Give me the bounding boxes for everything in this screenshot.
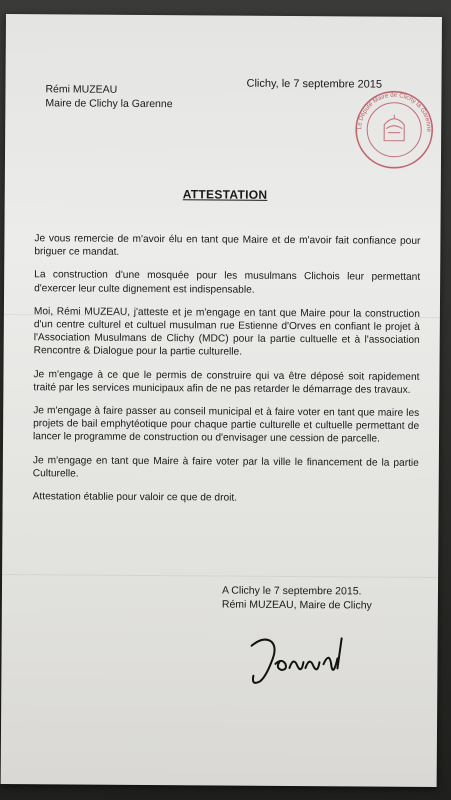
official-stamp bbox=[353, 88, 436, 171]
sender-name: Rémi MUZEAU bbox=[45, 83, 118, 96]
paragraph: Je m'engage à faire passer au conseil municipal et à faire voter en tant que maire les projets de bail emphytéotique pour chaque partie culturelle et cultuelle permettant de lancer le programme de construction ou d'envisager une cession de parcelle. bbox=[33, 405, 420, 446]
paper-fold bbox=[2, 574, 438, 578]
paragraph: Je m'engage à ce que le permis de construire qui va être déposé soit rapidement traité par les services municipaux afin de ne pas retarder le démarrage des travaux. bbox=[33, 368, 420, 396]
closing-block bbox=[222, 584, 372, 613]
paragraph: Moi, Rémi MUZEAU, j'atteste et je m'engage en tant que Maire pour la construction d'un centre culturel et cultuel musulman rue Estienne d'Orves en confiant le projet à l'Association Musulmans de Clichy (MDC) pour la partie cultuelle et à l'association Rencontre & Dialogue pour la partie culturelle. bbox=[33, 306, 420, 359]
paragraph: Je m'engage en tant que Maire à faire voter par la ville le financement de la partie Culturelle. bbox=[32, 454, 419, 480]
handwritten-signature bbox=[241, 628, 351, 697]
closing-signatory: Rémi MUZEAU, Maire de Clichy bbox=[221, 598, 372, 612]
stamp-text: Le Député Maire de Clichy la Garenne bbox=[356, 91, 433, 133]
document-title: ATTESTATION bbox=[182, 187, 268, 202]
closing-place-date: A Clichy le 7 septembre 2015. bbox=[221, 584, 362, 598]
paragraph: Je vous remercie de m'avoir élu en tant que Maire et de m'avoir fait confiance pour briguer ce mandat. bbox=[34, 233, 421, 258]
paragraph: La construction d'une mosquée pour les musulmans Clichois leur permettant d'exercer leur culte dignement est indispensable. bbox=[34, 269, 421, 296]
sender-role: Maire de Clichy la Garenne bbox=[45, 97, 173, 111]
attestation-document bbox=[1, 14, 442, 787]
document-body bbox=[33, 232, 421, 516]
document-date: Clichy, le 7 septembre 2015 bbox=[246, 77, 383, 91]
paragraph: Attestation établie pour valoir ce que de droit. bbox=[32, 491, 238, 504]
sender-block bbox=[45, 82, 172, 111]
